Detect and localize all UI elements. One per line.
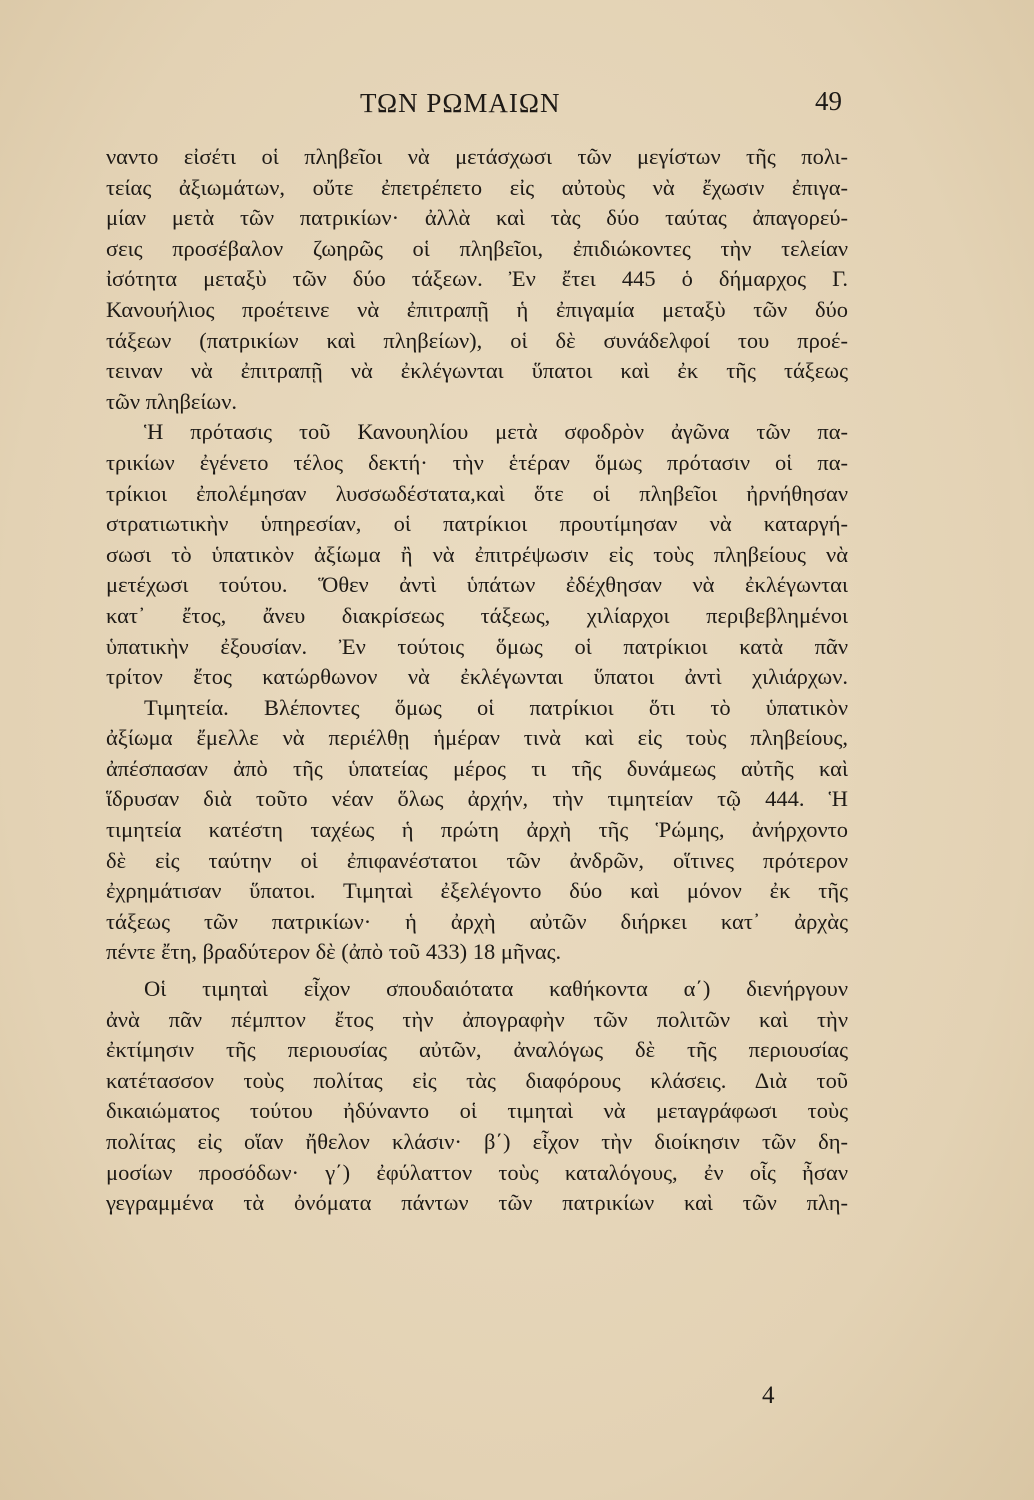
signature-mark: 4 (762, 1382, 775, 1409)
paragraph-start-line: Οἱ τιμηταὶ εἶχον σπουδαιότατα καθήκοντα α΄) διενήργουν (144, 976, 848, 1002)
text-line: τάξεως τῶν πατρικίων· ἡ ἀρχὴ αὐτῶν διήρκει κατ᾽ ἀρχὰς (106, 908, 848, 934)
text-line: ἐκτίμησιν τῆς περιουσίας αὐτῶν, ἀναλόγως δὲ τῆς περιουσίας (106, 1037, 848, 1063)
text-line: τρικίων ἐγένετο τέλος δεκτή· τὴν ἑτέραν ὅμως πρότασιν οἱ πα- (106, 449, 848, 475)
text-line: πέντε ἔτη, βραδύτερον δὲ (ἀπὸ τοῦ 433) 18 μῆνας. (106, 939, 562, 965)
text-line: ἀξίωμα ἔμελλε νὰ περιέλθῃ ἡμέραν τινὰ καὶ εἰς τοὺς πληβείους, (106, 725, 848, 751)
text-line: ἵδρυσαν διὰ τοῦτο νέαν ὅλως ἀρχήν, τὴν τιμητείαν τῷ 444. Ἡ (106, 786, 848, 812)
running-title: ΤΩΝ ΡΩΜΑΙΩΝ (360, 88, 561, 118)
text-line: τρίτον ἔτος κατώρθωνον νὰ ἐκλέγωνται ὕπατοι ἀντὶ χιλιάρχων. (106, 664, 848, 690)
text-line: μίαν μετὰ τῶν πατρικίων· ἀλλὰ καὶ τὰς δύο ταύτας ἀπαγορεύ- (106, 205, 848, 231)
text-line: πολίτας εἰς οἵαν ἤθελον κλάσιν· β΄) εἶχον τὴν διοίκησιν τῶν δη- (106, 1129, 848, 1154)
text-line: μοσίων προσόδων· γ΄) ἐφύλαττον τοὺς καταλόγους, ἐν οἷς ἦσαν (106, 1159, 848, 1185)
text-line: σεις προσέβαλον ζωηρῶς οἱ πληβεῖοι, ἐπιδιώκοντες τὴν τελείαν (106, 235, 848, 261)
text-line: κατ᾽ ἔτος, ἄνευ διακρίσεως τάξεως, χιλίαρχοι περιβεβλημένοι (106, 602, 848, 628)
text-line: τρίκιοι ἐπολέμησαν λυσσωδέστατα,καὶ ὅτε οἱ πληβεῖοι ἠρνήθησαν (106, 480, 848, 506)
page-number: 49 (815, 86, 842, 116)
text-line: δὲ εἰς ταύτην οἱ ἐπιφανέστατοι τῶν ἀνδρῶν, οἵτινες πρότερον (106, 847, 848, 873)
text-line: ἰσότητα μεταξὺ τῶν δύο τάξεων. Ἐν ἔτει 445 ὁ δήμαρχος Γ. (106, 266, 848, 292)
text-line: Κανουήλιος προέτεινε νὰ ἐπιτραπῇ ἡ ἐπιγαμία μεταξὺ τῶν δύο (106, 296, 848, 322)
text-line: τῶν πληβείων. (106, 388, 238, 414)
text-line: δικαιώματος τούτου ἠδύναντο οἱ τιμηταὶ νὰ μεταγράφωσι τοὺς (106, 1098, 848, 1124)
text-line: στρατιωτικὴν ὑπηρεσίαν, οἱ πατρίκιοι προυτίμησαν νὰ καταργή- (106, 511, 848, 537)
paragraph-start-line: Ἡ πρότασις τοῦ Κανουηλίου μετὰ σφοδρὸν ἀγῶνα τῶν πα- (144, 419, 848, 445)
text-line: ναντο εἰσέτι οἱ πληβεῖοι νὰ μετάσχωσι τῶν μεγίστων τῆς πολι- (106, 144, 848, 169)
text-line: γεγραμμένα τὰ ὀνόματα πάντων τῶν πατρικίων καὶ τῶν πλη- (106, 1190, 848, 1216)
text-line: σωσι τὸ ὑπατικὸν ἀξίωμα ἢ νὰ ἐπιτρέψωσιν εἰς τοὺς πληβείους νὰ (106, 541, 848, 567)
text-line: ἀπέσπασαν ἀπὸ τῆς ὑπατείας μέρος τι τῆς δυνάμεως αὐτῆς καὶ (106, 755, 848, 781)
paragraph-start-line: Τιμητεία. Βλέποντες ὅμως οἱ πατρίκιοι ὅτι τὸ ὑπατικὸν (144, 694, 848, 720)
body-text (106, 142, 848, 1219)
text-line: τιμητεία κατέστη ταχέως ἡ πρώτη ἀρχὴ τῆς Ῥώμης, ἀνήρχοντο (106, 817, 848, 843)
text-line: τείας ἀξιωμάτων, οὔτε ἐπετρέπετο εἰς αὐτοὺς νὰ ἔχωσιν ἐπιγα- (106, 174, 848, 200)
text-line: ὑπατικὴν ἐξουσίαν. Ἐν τούτοις ὅμως οἱ πατρίκιοι κατὰ πᾶν (106, 633, 848, 659)
text-line: τάξεων (πατρικίων καὶ πληβείων), οἱ δὲ συνάδελφοί του προέ- (106, 327, 848, 353)
text-line: μετέχωσι τούτου. Ὅθεν ἀντὶ ὑπάτων ἐδέχθησαν νὰ ἐκλέγωνται (106, 572, 848, 598)
text-line: κατέτασσον τοὺς πολίτας εἰς τὰς διαφόρους κλάσεις. Διὰ τοῦ (106, 1067, 848, 1093)
text-line: τειναν νὰ ἐπιτραπῇ νὰ ἐκλέγωνται ὕπατοι καὶ ἐκ τῆς τάξεως (106, 358, 848, 384)
text-line: ἀνὰ πᾶν πέμπτον ἔτος τὴν ἀπογραφὴν τῶν πολιτῶν καὶ τὴν (106, 1006, 848, 1032)
text-line: ἐχρημάτισαν ὕπατοι. Τιμηταὶ ἐξελέγοντο δύο καὶ μόνον ἐκ τῆς (106, 878, 848, 904)
